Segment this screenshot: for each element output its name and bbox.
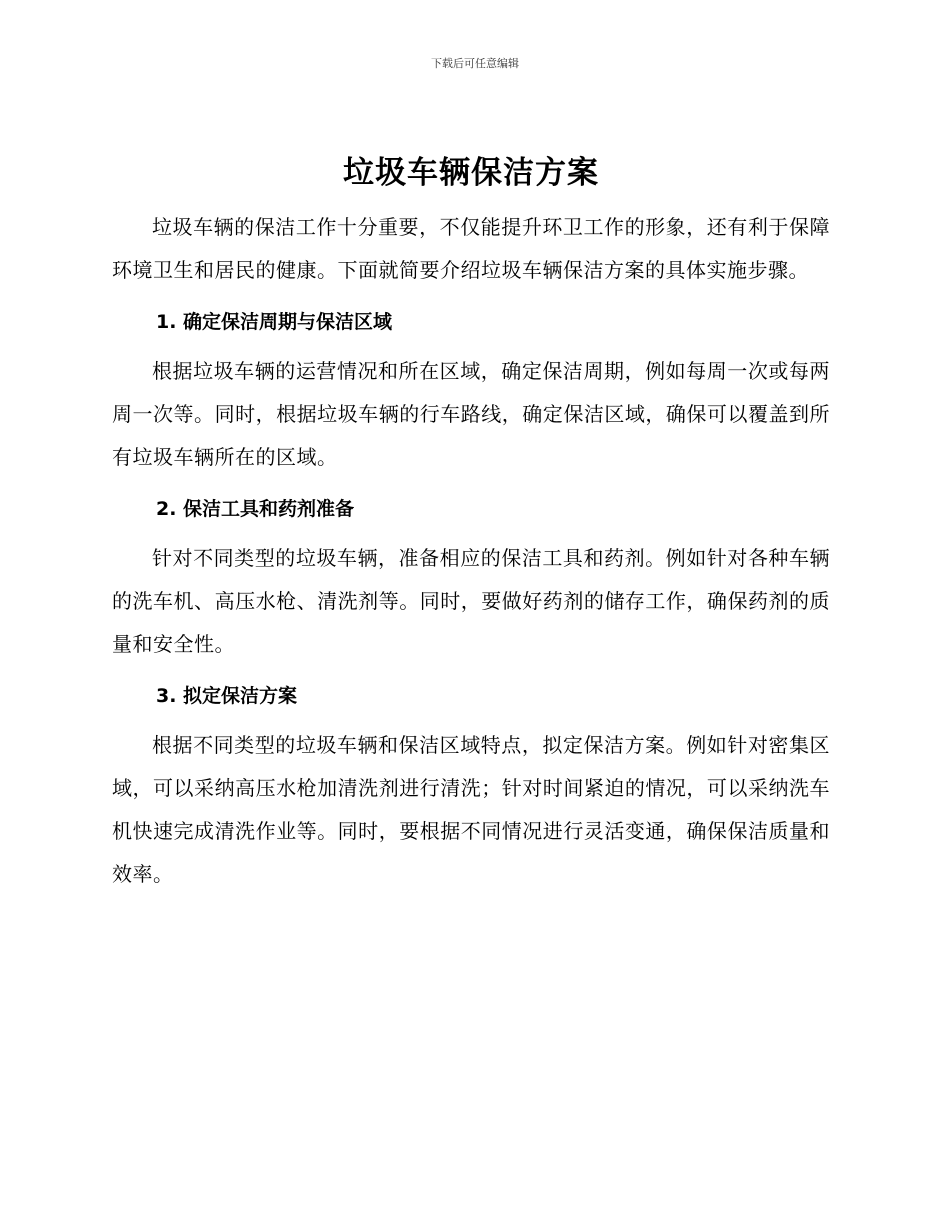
- header-note: 下载后可任意编辑: [431, 57, 519, 70]
- intro-paragraph: 垃圾车辆的保洁工作十分重要，不仅能提升环卫工作的形象，还有利于保障环境卫生和居民的健康。下面就简要介绍垃圾车辆保洁方案的具体实施步骤。: [112, 215, 830, 282]
- section-body-3: 根据不同类型的垃圾车辆和保洁区域特点，拟定保洁方案。例如针对密集区域，可以采纳高压水枪加清洗剂进行清洗；针对时间紧迫的情况，可以采纳洗车机快速完成清洗作业等。同时，要根据不同情况进行灵活变通，确保保洁质量和效率。: [112, 733, 830, 886]
- document-body: [112, 150, 830, 896]
- section-heading-1: 1. 确定保洁周期与保洁区域: [156, 311, 393, 333]
- section-body-2: 针对不同类型的垃圾车辆，准备相应的保洁工具和药剂。例如针对各种车辆的洗车机、高压水枪、清洗剂等。同时，要做好药剂的储存工作，确保药剂的质量和安全性。: [112, 546, 830, 656]
- section-heading-3: 3. 拟定保洁方案: [156, 685, 298, 707]
- section-heading-2: 2. 保洁工具和药剂准备: [156, 498, 355, 520]
- section-body-1: 根据垃圾车辆的运营情况和所在区域，确定保洁周期，例如每周一次或每两周一次等。同时，根据垃圾车辆的行车路线，确定保洁区域，确保可以覆盖到所有垃圾车辆所在的区域。: [112, 359, 830, 469]
- document-title: 垃圾车辆保洁方案: [343, 155, 599, 191]
